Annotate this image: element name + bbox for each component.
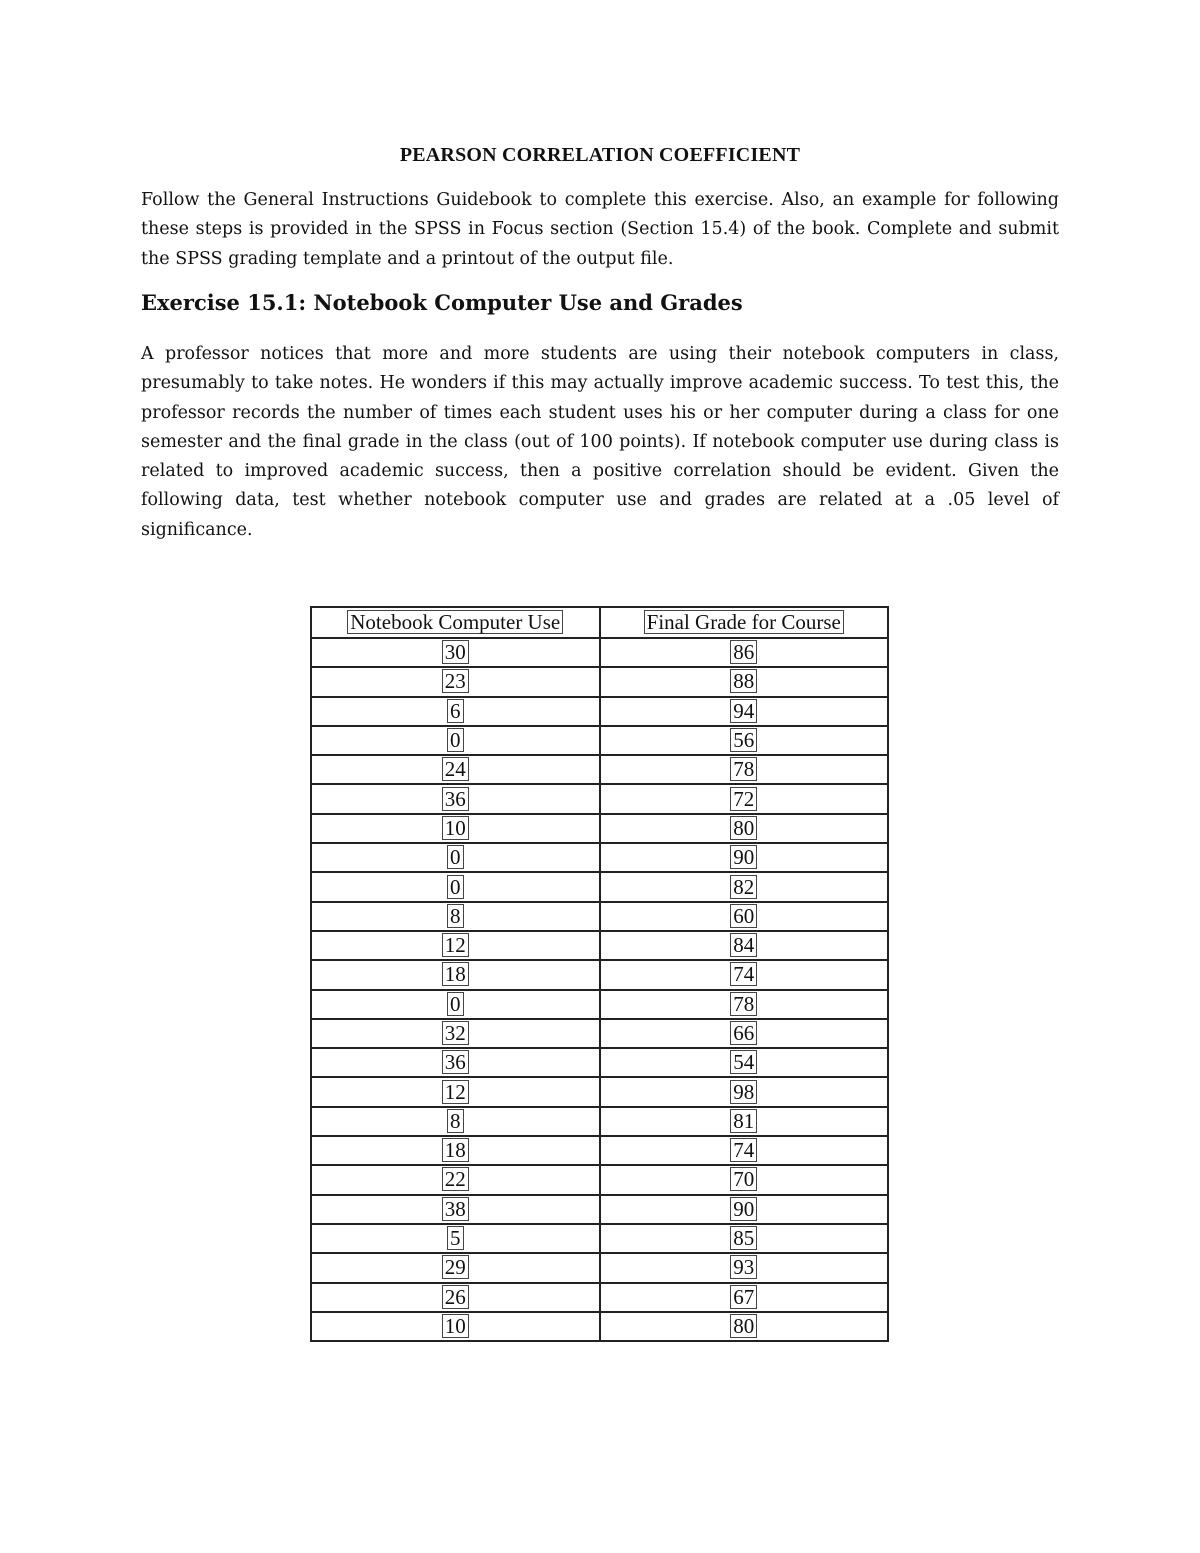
cell-value: 26 bbox=[442, 1285, 469, 1309]
table-row bbox=[311, 1283, 888, 1312]
table-header-row bbox=[311, 607, 888, 638]
cell-value: 88 bbox=[730, 669, 757, 693]
cell-value: 38 bbox=[442, 1197, 469, 1221]
cell-notebook-use bbox=[311, 1224, 600, 1253]
cell-value: 0 bbox=[447, 992, 464, 1016]
cell-final-grade bbox=[600, 1312, 889, 1341]
cell-value: 18 bbox=[442, 1138, 469, 1162]
cell-value: 0 bbox=[447, 875, 464, 899]
cell-value: 84 bbox=[730, 933, 757, 957]
cell-value: 30 bbox=[442, 640, 469, 664]
cell-value: 8 bbox=[447, 1109, 464, 1133]
cell-value: 6 bbox=[447, 699, 464, 723]
cell-value: 24 bbox=[442, 757, 469, 781]
table-row bbox=[311, 1224, 888, 1253]
cell-value: 29 bbox=[442, 1255, 469, 1279]
cell-value: 10 bbox=[442, 816, 469, 840]
cell-value: 22 bbox=[442, 1167, 469, 1191]
cell-value: 86 bbox=[730, 640, 757, 664]
table-row bbox=[311, 1165, 888, 1194]
cell-final-grade bbox=[600, 1048, 889, 1077]
cell-notebook-use bbox=[311, 784, 600, 813]
table-row bbox=[311, 755, 888, 784]
cell-notebook-use bbox=[311, 1195, 600, 1224]
cell-final-grade bbox=[600, 990, 889, 1019]
cell-value: 74 bbox=[730, 1138, 757, 1162]
exercise-body-paragraph: A professor notices that more and more students are using their notebook computers in class, presumably to take notes. He wonders if this may actually improve academic success. To test this, the professor records the number of times each student uses his or her computer during a class for one semester and the final grade in the class (out of 100 points). If notebook computer use during class is related to improved academic success, then a positive correlation should be evident. Given the following data, test whether notebook computer use and grades are related at a .05 level of significance. bbox=[141, 344, 1059, 540]
table-row bbox=[311, 843, 888, 872]
cell-value: 67 bbox=[730, 1285, 757, 1309]
cell-final-grade bbox=[600, 814, 889, 843]
cell-value: 94 bbox=[730, 699, 757, 723]
column-header-label: Final Grade for Course bbox=[644, 610, 844, 634]
cell-value: 36 bbox=[442, 1050, 469, 1074]
cell-final-grade bbox=[600, 667, 889, 696]
cell-final-grade bbox=[600, 1195, 889, 1224]
cell-value: 80 bbox=[730, 816, 757, 840]
cell-value: 56 bbox=[730, 728, 757, 752]
cell-notebook-use bbox=[311, 843, 600, 872]
cell-value: 90 bbox=[730, 1197, 757, 1221]
cell-notebook-use bbox=[311, 814, 600, 843]
cell-final-grade bbox=[600, 931, 889, 960]
table-row bbox=[311, 814, 888, 843]
cell-final-grade bbox=[600, 1283, 889, 1312]
table-row bbox=[311, 990, 888, 1019]
table-row bbox=[311, 1048, 888, 1077]
cell-notebook-use bbox=[311, 1107, 600, 1136]
cell-notebook-use bbox=[311, 697, 600, 726]
cell-value: 12 bbox=[442, 933, 469, 957]
column-header-label: Notebook Computer Use bbox=[347, 610, 563, 634]
cell-final-grade bbox=[600, 1019, 889, 1048]
table-row bbox=[311, 638, 888, 667]
cell-final-grade bbox=[600, 638, 889, 667]
cell-final-grade bbox=[600, 697, 889, 726]
cell-value: 78 bbox=[730, 757, 757, 781]
cell-notebook-use bbox=[311, 1136, 600, 1165]
cell-notebook-use bbox=[311, 931, 600, 960]
cell-final-grade bbox=[600, 872, 889, 901]
cell-final-grade bbox=[600, 1077, 889, 1106]
cell-notebook-use bbox=[311, 1019, 600, 1048]
cell-value: 0 bbox=[447, 845, 464, 869]
column-header-notebook-use bbox=[311, 607, 600, 638]
cell-notebook-use bbox=[311, 990, 600, 1019]
cell-final-grade bbox=[600, 726, 889, 755]
intro-paragraph: Follow the General Instructions Guidebook to complete this exercise. Also, an example for following these steps is provided in the SPSS in Focus section (Section 15.4) of the book. Complete and submit the SPSS grading template and a printout of the output file. bbox=[141, 190, 1059, 269]
cell-notebook-use bbox=[311, 1312, 600, 1341]
cell-value: 5 bbox=[447, 1226, 464, 1250]
cell-value: 10 bbox=[442, 1314, 469, 1338]
cell-final-grade bbox=[600, 1224, 889, 1253]
cell-value: 0 bbox=[447, 728, 464, 752]
cell-final-grade bbox=[600, 1253, 889, 1282]
cell-value: 66 bbox=[730, 1021, 757, 1045]
cell-value: 12 bbox=[442, 1080, 469, 1104]
cell-value: 60 bbox=[730, 904, 757, 928]
cell-final-grade bbox=[600, 843, 889, 872]
cell-final-grade bbox=[600, 960, 889, 989]
cell-notebook-use bbox=[311, 1283, 600, 1312]
table-body bbox=[311, 638, 888, 1341]
cell-value: 74 bbox=[730, 962, 757, 986]
exercise-heading: Exercise 15.1: Notebook Computer Use and Grades bbox=[141, 290, 743, 315]
table-row bbox=[311, 872, 888, 901]
cell-value: 54 bbox=[730, 1050, 757, 1074]
cell-notebook-use bbox=[311, 755, 600, 784]
cell-value: 78 bbox=[730, 992, 757, 1016]
cell-value: 70 bbox=[730, 1167, 757, 1191]
table-row bbox=[311, 1136, 888, 1165]
table-row bbox=[311, 1195, 888, 1224]
table-row bbox=[311, 726, 888, 755]
cell-notebook-use bbox=[311, 638, 600, 667]
cell-value: 80 bbox=[730, 1314, 757, 1338]
cell-final-grade bbox=[600, 784, 889, 813]
cell-value: 81 bbox=[730, 1109, 757, 1133]
cell-notebook-use bbox=[311, 960, 600, 989]
cell-notebook-use bbox=[311, 902, 600, 931]
table-row bbox=[311, 1253, 888, 1282]
column-header-final-grade bbox=[600, 607, 889, 638]
cell-final-grade bbox=[600, 1107, 889, 1136]
table-row bbox=[311, 1107, 888, 1136]
cell-value: 8 bbox=[447, 904, 464, 928]
cell-notebook-use bbox=[311, 1165, 600, 1194]
cell-notebook-use bbox=[311, 1077, 600, 1106]
table-row bbox=[311, 1077, 888, 1106]
cell-notebook-use bbox=[311, 1253, 600, 1282]
table-row bbox=[311, 960, 888, 989]
cell-final-grade bbox=[600, 1136, 889, 1165]
cell-value: 82 bbox=[730, 875, 757, 899]
data-table bbox=[310, 606, 889, 1342]
cell-value: 85 bbox=[730, 1226, 757, 1250]
cell-value: 23 bbox=[442, 669, 469, 693]
cell-value: 18 bbox=[442, 962, 469, 986]
cell-value: 98 bbox=[730, 1080, 757, 1104]
table-row bbox=[311, 931, 888, 960]
page-title: PEARSON CORRELATION COEFFICIENT bbox=[399, 144, 801, 166]
table-row bbox=[311, 1019, 888, 1048]
cell-notebook-use bbox=[311, 726, 600, 755]
table-row bbox=[311, 667, 888, 696]
table-row bbox=[311, 1312, 888, 1341]
cell-value: 36 bbox=[442, 787, 469, 811]
cell-value: 32 bbox=[442, 1021, 469, 1045]
cell-final-grade bbox=[600, 902, 889, 931]
cell-value: 72 bbox=[730, 787, 757, 811]
cell-value: 90 bbox=[730, 845, 757, 869]
cell-final-grade bbox=[600, 755, 889, 784]
cell-final-grade bbox=[600, 1165, 889, 1194]
cell-notebook-use bbox=[311, 1048, 600, 1077]
table-row bbox=[311, 902, 888, 931]
cell-value: 93 bbox=[730, 1255, 757, 1279]
cell-notebook-use bbox=[311, 872, 600, 901]
table-row bbox=[311, 697, 888, 726]
table-row bbox=[311, 784, 888, 813]
cell-notebook-use bbox=[311, 667, 600, 696]
